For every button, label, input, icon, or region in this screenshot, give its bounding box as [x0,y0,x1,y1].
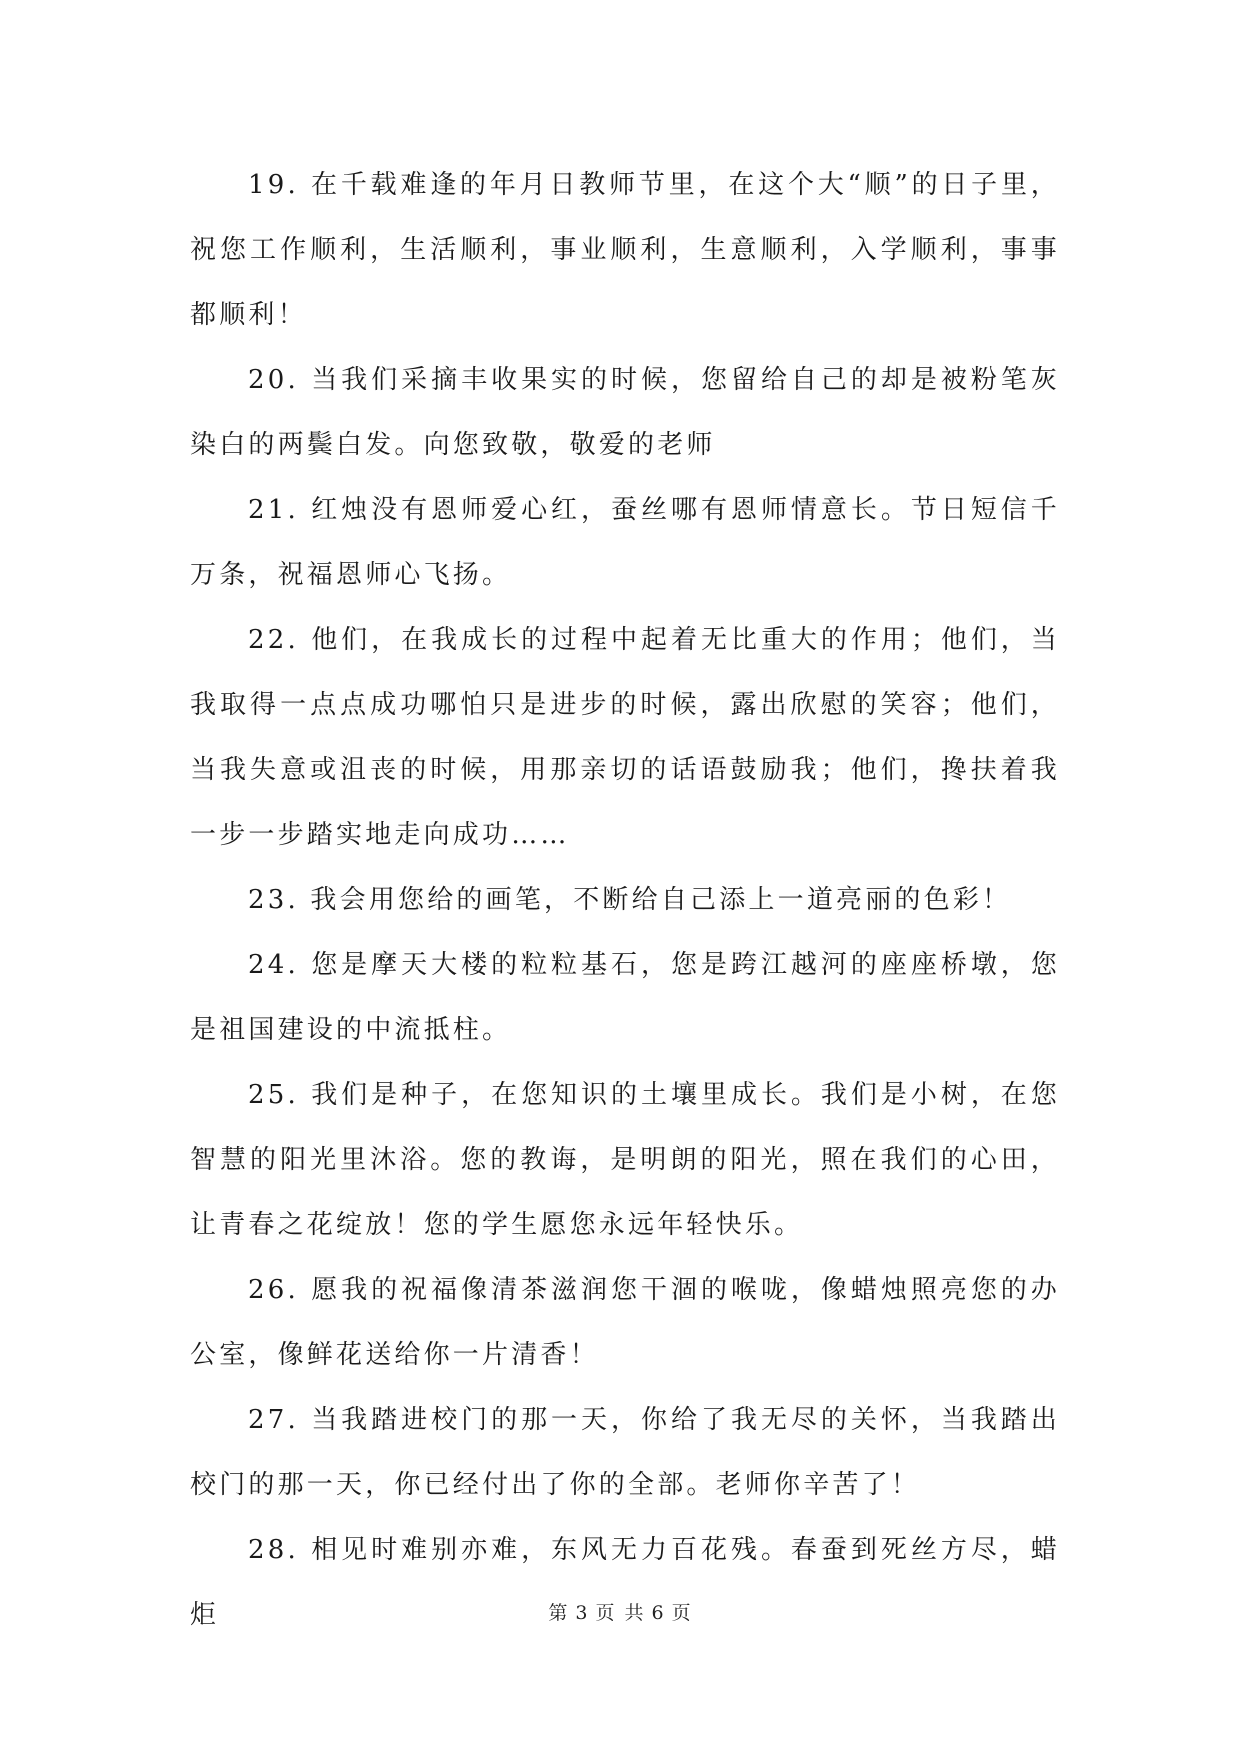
paragraph-26: 26. 愿我的祝福像清茶滋润您干涸的喉咙，像蜡烛照亮您的办公室，像鲜花送给你一片清香！ [190,1275,1060,1370]
footer-suffix: 页 [671,1602,693,1624]
paragraph-23: 23. 我会用您给的画笔，不断给自己添上一道亮丽的色彩！ [248,885,1012,915]
paragraph-19: 19. 在千载难逢的年月日教师节里，在这个大“顺”的日子里，祝您工作顺利，生活顺利，事业顺利，生意顺利，入学顺利，事事都顺利！ [190,170,1060,330]
footer-prefix: 第 [548,1602,570,1624]
paragraph-20: 20. 当我们采摘丰收果实的时候，您留给自己的却是被粉笔灰染白的两鬓白发。向您致敬，敬爱的老师 [190,365,1060,460]
paragraph-25: 25. 我们是种子，在您知识的土壤里成长。我们是小树，在您智慧的阳光里沐浴。您的教诲，是明朗的阳光，照在我们的心田，让青春之花绽放！您的学生愿您永远年轻快乐。 [190,1080,1060,1240]
paragraph-22: 22. 他们，在我成长的过程中起着无比重大的作用；他们，当我取得一点点成功哪怕只是进步的时候，露出欣慰的笑容；他们，当我失意或沮丧的时候，用那亲切的话语鼓励我；他们，搀扶着我一步一步踏实地走向成功…… [190,625,1060,850]
paragraph-27: 27. 当我踏进校门的那一天，你给了我无尽的关怀，当我踏出校门的那一天，你已经付出了你的全部。老师你辛苦了！ [190,1405,1060,1500]
footer-middle: 页 共 [595,1602,646,1624]
paragraph-21: 21. 红烛没有恩师爱心红，蚕丝哪有恩师情意长。节日短信千万条，祝福恩师心飞扬。 [190,495,1060,590]
footer-total-pages: 6 [651,1602,666,1624]
paragraph-28: 28. 相见时难别亦难，东风无力百花残。春蚕到死丝方尽，蜡炬 [190,1535,1060,1630]
footer-current-page: 3 [575,1602,590,1624]
paragraph-24: 24. 您是摩天大楼的粒粒基石，您是跨江越河的座座桥墩，您是祖国建设的中流抵柱。 [190,950,1060,1045]
page-footer [0,1598,1241,1625]
document-body [190,153,1060,1648]
